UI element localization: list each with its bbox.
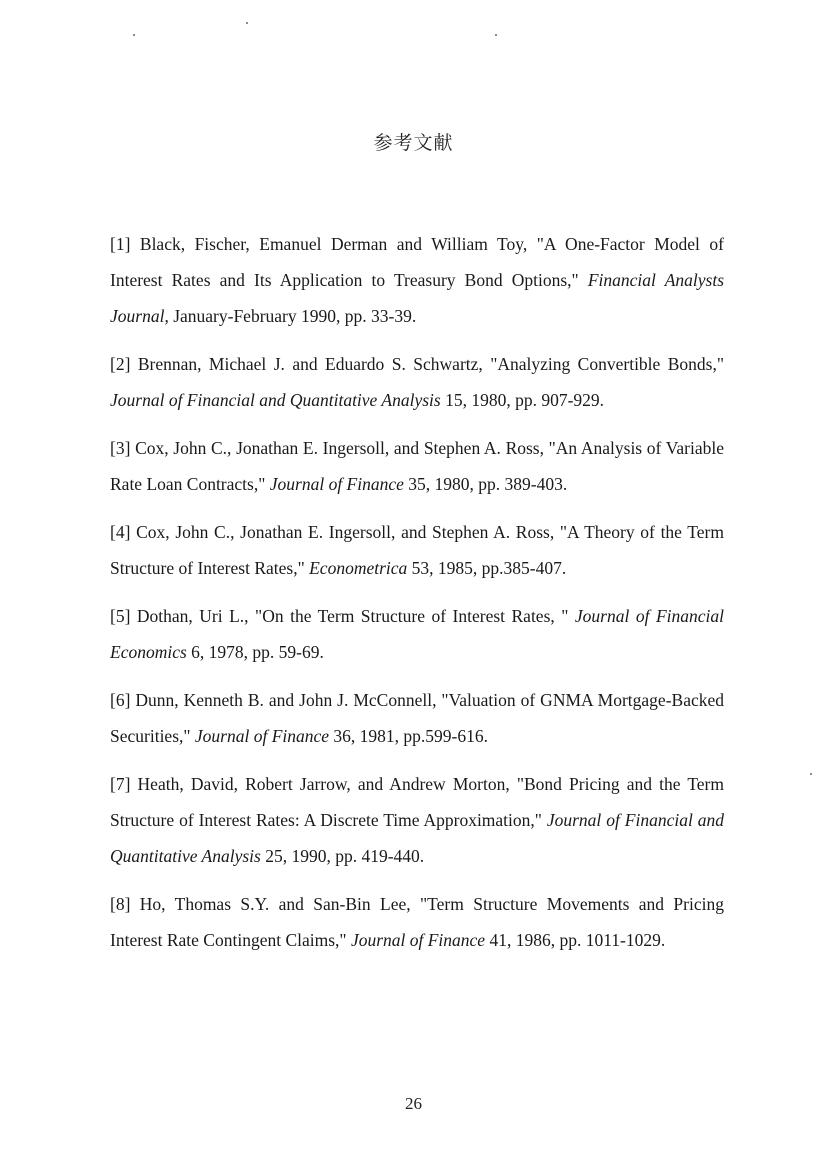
reference-item [110, 598, 724, 670]
reference-text: [1] Black, Fischer, Emanuel Derman and William Toy, "A One-Factor Model of Interest Rates and Its Application to Treasury Bond Options," [110, 234, 724, 290]
reference-item [110, 226, 724, 334]
page-title: 参考文献 [373, 132, 454, 154]
reference-item [110, 766, 724, 874]
reference-text: [7] Heath, David, Robert Jarrow, and Andrew Morton, "Bond Pricing and the Term Structure of Interest Rates: A Discrete Time Approximation," [110, 774, 724, 830]
reference-text: [5] Dothan, Uri L., "On the Term Structure of Interest Rates, " [110, 606, 575, 626]
reference-details: 6, 1978, pp. 59-69. [186, 642, 324, 662]
journal-name: Econometrica [309, 558, 408, 578]
reference-text: [3] Cox, John C., Jonathan E. Ingersoll, and Stephen A. Ross, "An Analysis of Variable Rate Loan Contracts," [110, 438, 724, 494]
reference-details: 41, 1986, pp. 1011-1029. [485, 930, 666, 950]
reference-details: 53, 1985, pp.385-407. [407, 558, 567, 578]
reference-text: [4] Cox, John C., Jonathan E. Ingersoll, and Stephen A. Ross, "A Theory of the Term Structure of Interest Rates," [110, 522, 724, 578]
journal-name: Journal of Finance [350, 930, 486, 950]
reference-item [110, 430, 724, 502]
journal-name: Financial Analysts Journal [110, 270, 725, 326]
scan-speck [810, 773, 812, 775]
journal-name: Journal of Finance [194, 726, 330, 746]
reference-item [110, 886, 724, 958]
journal-name: Journal of Financial and Quantitative Analysis [110, 390, 441, 410]
reference-item [110, 514, 724, 586]
reference-details: 36, 1981, pp.599-616. [329, 726, 488, 746]
page-number: 26 [405, 1094, 422, 1113]
reference-item [110, 682, 724, 754]
reference-text: [6] Dunn, Kenneth B. and John J. McConnell, "Valuation of GNMA Mortgage-Backed Securities," [110, 690, 724, 746]
journal-name: Journal of Finance [269, 474, 404, 494]
scan-speck [495, 34, 497, 36]
reference-item [110, 346, 724, 418]
scan-speck [246, 22, 248, 24]
reference-list [110, 226, 724, 970]
reference-details: 35, 1980, pp. 389-403. [403, 474, 568, 494]
reference-text: [8] Ho, Thomas S.Y. and San-Bin Lee, "Term Structure Movements and Pricing Interest Rate Contingent Claims," [110, 894, 724, 950]
reference-text: [2] Brennan, Michael J. and Eduardo S. Schwartz, "Analyzing Convertible Bonds," [110, 354, 724, 374]
journal-name: Journal of Financial and Quantitative Analysis [110, 810, 724, 866]
scan-speck [133, 34, 135, 36]
reference-details: 25, 1990, pp. 419-440. [260, 846, 425, 866]
reference-details: , January-February 1990, pp. 33-39. [164, 306, 417, 326]
reference-details: 15, 1980, pp. 907-929. [440, 390, 605, 410]
journal-name: Journal of Financial Economics [110, 606, 724, 662]
